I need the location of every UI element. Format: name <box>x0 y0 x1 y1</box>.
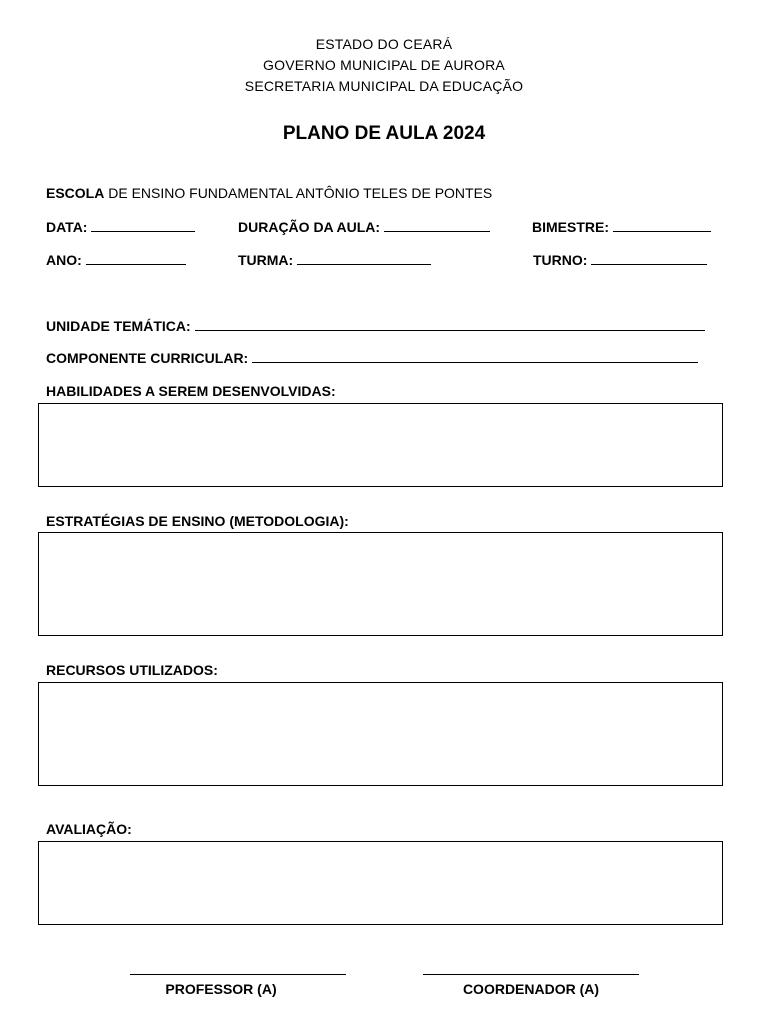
school-line <box>46 185 492 201</box>
date-field <box>46 219 195 235</box>
year-blank[interactable] <box>86 252 186 265</box>
resources-label: RECURSOS UTILIZADOS: <box>46 662 218 678</box>
bimester-blank[interactable] <box>613 219 711 232</box>
duration-field <box>238 219 490 235</box>
header-government: GOVERNO MUNICIPAL DE AURORA <box>263 57 505 73</box>
evaluation-box[interactable] <box>38 841 723 925</box>
resources-box[interactable] <box>38 682 723 786</box>
curricular-component-label: COMPONENTE CURRICULAR: <box>46 350 249 366</box>
class-label: TURMA: <box>238 252 294 268</box>
page-title: PLANO DE AULA 2024 <box>282 123 486 144</box>
skills-label: HABILIDADES A SEREM DESENVOLVIDAS: <box>46 383 336 399</box>
year-label: ANO: <box>46 252 82 268</box>
strategies-label: ESTRATÉGIAS DE ENSINO (METODOLOGIA): <box>46 513 349 529</box>
strategies-box[interactable] <box>38 532 723 636</box>
thematic-unit-label: UNIDADE TEMÁTICA: <box>46 318 191 334</box>
thematic-unit-field <box>46 318 705 334</box>
date-blank[interactable] <box>91 219 195 232</box>
skills-box[interactable] <box>38 403 723 487</box>
curricular-component-field <box>46 350 698 366</box>
bimester-field <box>532 219 711 235</box>
professor-signature-label: PROFESSOR (A) <box>165 981 277 997</box>
header-secretariat: SECRETARIA MUNICIPAL DA EDUCAÇÃO <box>244 78 524 94</box>
class-field <box>238 252 431 268</box>
evaluation-label: AVALIAÇÃO: <box>46 821 132 837</box>
duration-label: DURAÇÃO DA AULA: <box>238 219 381 235</box>
school-label: ESCOLA <box>46 185 105 201</box>
class-blank[interactable] <box>297 252 431 265</box>
professor-signature-line[interactable] <box>130 974 346 975</box>
curricular-component-blank[interactable] <box>252 350 698 363</box>
duration-blank[interactable] <box>384 219 490 232</box>
year-field <box>46 252 186 268</box>
coordinator-signature-label: COORDENADOR (A) <box>462 981 600 997</box>
school-name: DE ENSINO FUNDAMENTAL ANTÔNIO TELES DE PONTES <box>108 185 493 201</box>
coordinator-signature-line[interactable] <box>423 974 639 975</box>
date-label: DATA: <box>46 219 88 235</box>
shift-field <box>533 252 707 268</box>
shift-label: TURNO: <box>533 252 588 268</box>
header-state: ESTADO DO CEARÁ <box>315 36 453 52</box>
bimester-label: BIMESTRE: <box>532 219 609 235</box>
thematic-unit-blank[interactable] <box>195 318 705 331</box>
shift-blank[interactable] <box>591 252 707 265</box>
